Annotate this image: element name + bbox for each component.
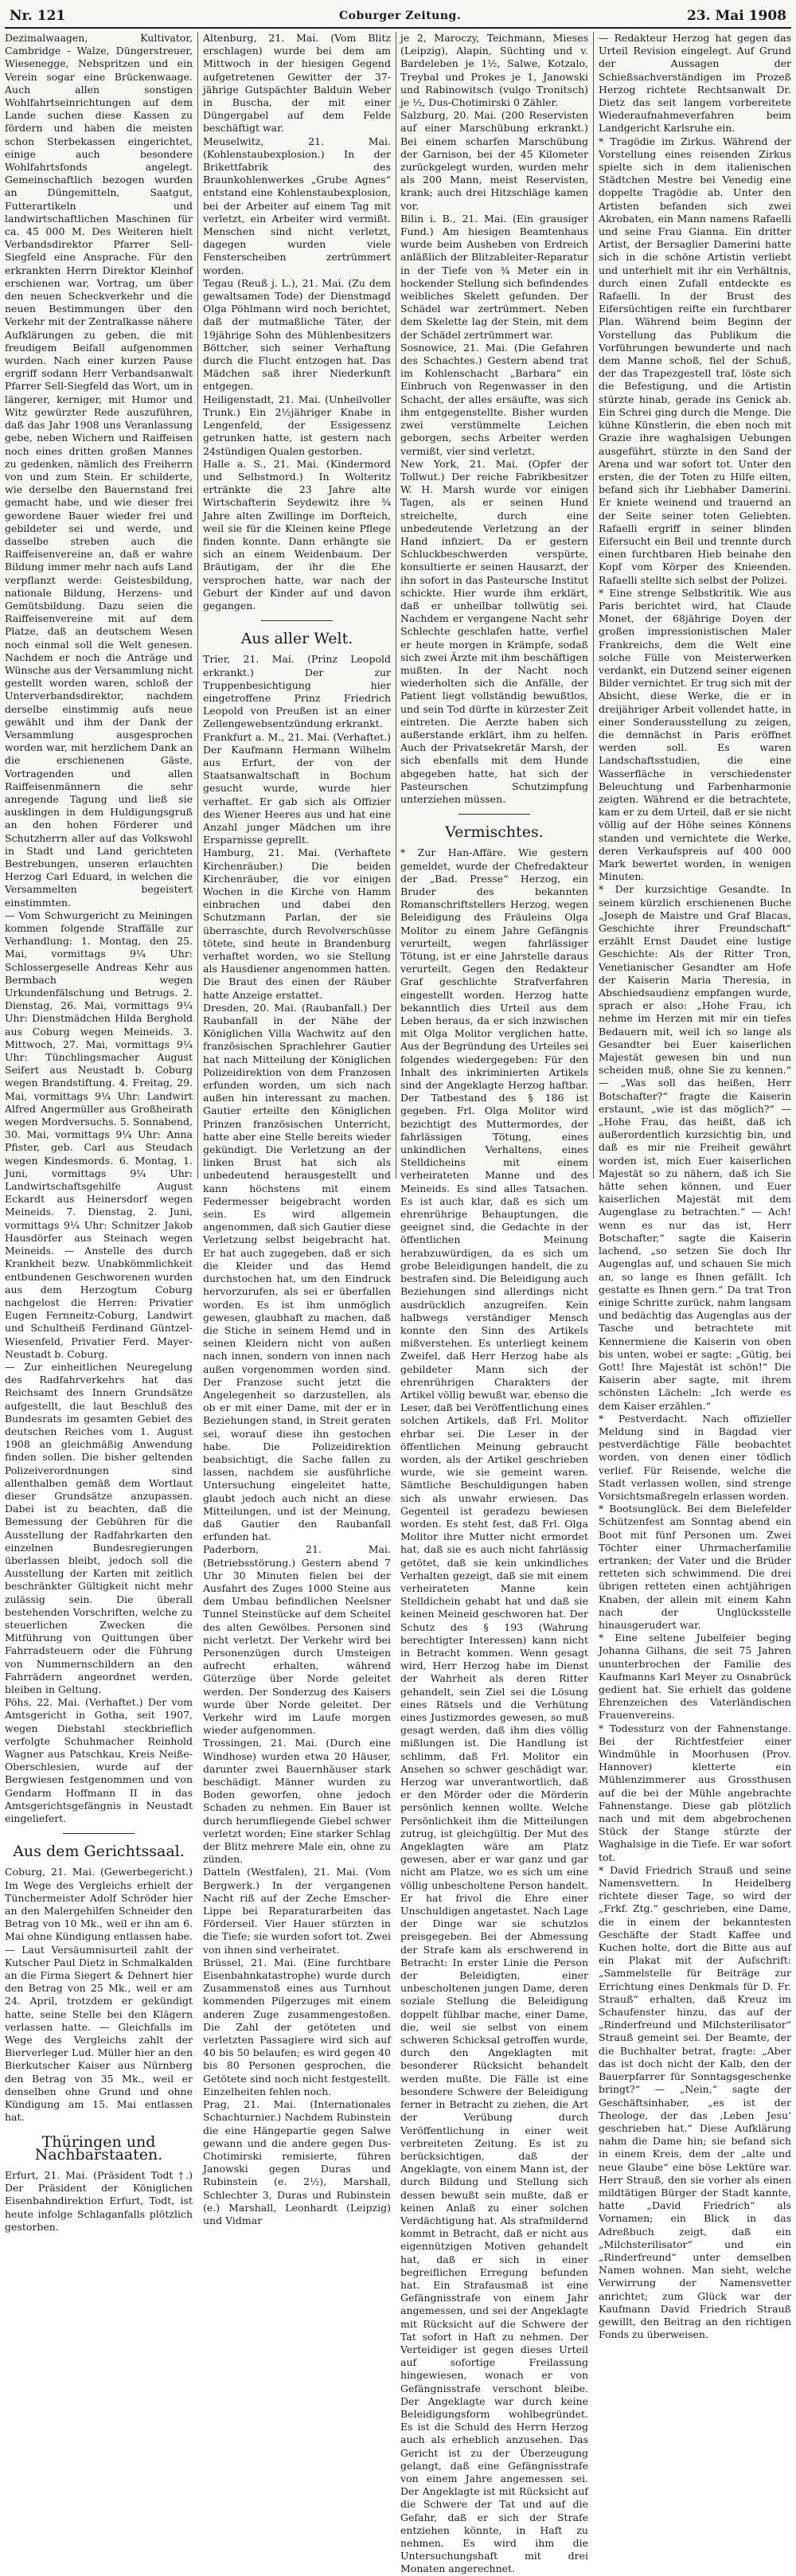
article-text: Pöhs, 22. Mai. (Verhaftet.) Der vom Amtsgericht in Gotha, seit 1907, wegen Diebstahl steckbrieflich verfolgte Schuhmacher Reinhold Wagner aus Patschkau, Kreis Neiße-Oberschlesien, wurde auf der Bergwiesen festgenommen und von Gendarm Hoffmann II in das Amtsgerichtsgefängnis in Neustadt eingeliefert. (5, 1696, 193, 1825)
article-text: Paderborn, 21. Mai. (Betriebsstörung.) Gestern abend 7 Uhr 30 Minuten fielen bei der Ausfahrt des Zuges 1000 Steine aus dem Umbau befindlichen Neelsner Tunnel Steinstücke auf dem Scheitel des alten Gewölbes. Personen sind nicht verletzt. Der Verkehr wird bei Personenzügen durch Umsteigen aufrecht erhalten, während Güterzüge über Norde geleitet werden. Der Sonderzug des Kaisers wurde über Norde geleitet. Der Verkehr wird im Laufe morgen wieder aufgenommen. (203, 1543, 391, 1737)
article-text: * Eine strenge Selbstkritik. Wie aus Paris berichtet wird, hat Claude Monet, der 68jährige Doyen der großen impressionistischen Maler Frankreichs, dem die Welt eine solche Fülle von Meisterwerken verdankt, ein Dutzend seiner eigenen Bilder vernichtet. Er trug sich mit der Absicht, diese Werke, die er in dreijähriger Arbeit vollendet hatte, in einer Sonderausstellung zu zeigen, die demnächst in Paris eröffnet werden soll. Es waren Landschaftsstudien, die eine Wasserfläche in verschiedenster Beleuchtung und Farbenharmonie zeigten. Während er die betrachtete, kam er zu dem Urteil, daß er sie nicht völlig auf der Höhe seines Könnens standen und vernichtete die Werke, deren Verkaufspreis auf 400 000 Mark bewertet worden, in wenigen Minuten. (599, 586, 791, 883)
article-text: — Redakteur Herzog hat gegen das Urteil Revision eingelegt. Auf Grund der Aussagen der Schießsachverständigen im Prozeß Herzog richtete Rechtsanwalt Dr. Dietz das seit langem vorbereitete Wiederaufnahmeverfahren beim Landgericht Karlsruhe ein. (599, 32, 791, 135)
issue-date: 23. Mai 1908 (686, 8, 786, 24)
article-text: Erfurt, 21. Mai. (Präsident Todt †.) Der Präsident der Königlichen Eisenbahndirektion Erfurt, Todt, ist heute infolge Schlaganfalls plötzlich gestorben. (5, 2168, 193, 2233)
article-text: * Der kurzsichtige Gesandte. In seinem kürzlich erschienenen Buche „Joseph de Maistre und Graf Blacas, Geschichte ihrer Freundschaft“ erzählt Ernst Daudet eine lustige Geschichte: Als der Ritter Tron, Venetianischer Gesandter am Hofe der Kaiserin Maria Theresia, in Abschiedsaudienz empfangen wurde, sprach er also: „Hohe Frau, ich nehme im Herzen mit mir ein tiefes Bedauern mit, weil ich so lange als Gesandter bei Euer kaiserlichen Majestät gewesen bin und nun scheiden muß, ohne Sie zu kennen.“ — „Was soll das heißen, Herr Botschafter?“ fragte die Kaiserin erstaunt, „wie ist das möglich?“ — „Hohe Frau, das heißt, daß ich außerordentlich kurzsichtig bin, und daß es mir nie Freiheit gewährt worden ist, mich Euer kaiserlichen Majestät so zu nähern, daß ich Sie hätte sehen können, und Euer kaiserlichen Majestät mit dem Augenglase zu betrachten.“ — Ach! wenn es nur das ist, Herr Botschafter,“ sagte die Kaiserin lachend, „so setzen Sie doch Ihr Augenglas auf, und schauen Sie mich an, so lange es Ihnen gefällt. Ich gestatte es Ihnen gern.“ Da trat Tron einige Schritte zurück, nahm langsam und bedächtig das Augenglas aus der Tasche und betrachtete mit Kennermiene die Kaiserin von oben bis unten, wobei er sagte: „Gütig, bei Gott! Ihre Majestät ist schön!“ Die Kaiserin aber sagte, mit ihrem schönsten Lächeln: „Ich werde es dem Kaiser erzählen.“ (599, 883, 791, 1412)
article-text: Bilin i. B., 21. Mai. (Ein grausiger Fund.) Am hiesigen Beamtenhaus wurde beim Ausheben von Erdreich anläßlich der Blitzableiter-Reparatur in der Tiefe von ¾ Meter ein in hockender Stellung sich befindendes weibliches Skelett gefunden. Der Schädel war zertrümmert. Neben dem Skelette lag der Stein, mit dem der Schädel zertrümmert war. (400, 212, 588, 341)
section-divider (458, 814, 530, 815)
article-text: Heiligenstadt, 21. Mai. (Unheilvoller Trunk.) Ein 2½jähriger Knabe in Lengenfeld, der Essigessenz getrunken hatte, ist gestern nach 24stündigen Qualen gestorben. (203, 393, 391, 457)
article-text: Dezimalwaagen, Kultivator, Cambridge - Walze, Düngerstreuer, Wiesenegge, Nebspritzen und ein Verein sogar eine Brückenwaage. Auch allen sonstigen Wohlfahrtseinrichtungen auf dem Lande suchen diese Kassen zu fördern und haben die meisten schon Sterbekassen eingerichtet, einige auch besondere Wohlfahrtsfonds angelegt. Gemeinschaftlich bezogen wurden an Düngemitteln, Saatgut, Futterartikeln und landwirtschaftlichen Maschinen für ca. 45 000 M. Des Weiteren hielt Verbandsdirektor Pfarrer Sell-Siegfeld eine Ansprache. Für den erkrankten Herrn Direktor Kleinhof erschienen war, Vortrag, um über den neuen Scheckverkehr und die neuen Bestimmungen über den Verkehr mit der Zentralkasse nähere Aufklärungen zu geben, die mit freudigem Beifall aufgenommen wurden. Nach einer kurzen Pause ergriff sodann Herr Verbandsanwalt Pfarrer Sell-Siegfeld das Wort, um in längerer, kerniger, mit Humor und Witz gewürzter Rede auszuführen, daß das Jahr 1908 uns Veranlassung gebe, neben Wichern und Raiffeisen noch eines dritten großen Mannes zu gedenken, nämlich des Freiherrn von und zum Stein. Er schilderte, wie derselbe den Bauernstand frei gemacht habe, und wie dieser frei gewordene Bauer wieder frei und gebildeter sei und werde, und dasselbe streben auch die Raiffeisenvereine an, daß er wahre Bildung immer mehr nach aufs Land verpflanzt werde: Geistesbildung, nationale Bildung, Herzens- und Gemütsbildung. Dazu seien die Raiffeisenvereine mit auf dem Platze, daß an deutschem Wesen noch einmal soll die Welt genesen. Nachdem er noch die Anträge und Wünsche aus der Versammlung nicht gestellt worden waren, schloß der Unterverbandsdirektor, nachdem derselbe einstimmig aufs neue gewählt und ihm der Dank der Versammlung ausgesprochen worden war, mit herzlichem Dank an die erschienenen Gäste, Vortragenden und allen Raiffeisenmännern die sehr anregende Tagung und ließ sie ausklingen in dem Huldigungsgruß an den hohen Förderer und Schutzherrn aller auf das Volkswohl in Stadt und Land gerichteten Bestrebungen, unseren erlauchten Herzog Carl Eduard, in welchen die Versammelten begeistert einstimmten. (5, 32, 193, 909)
article-text: Frankfurt a. M., 21. Mai. (Verhaftet.) Der Kaufmann Hermann Wilhelm aus Erfurt, der von der Staatsanwaltschaft in Bochum gesucht wurde, wurde hier verhaftet. Er gab sich als Offizier des Wiener Heeres aus und hat eine Anzahl junger Mädchen um ihre Ersparnisse geprellt. (203, 730, 391, 846)
newspaper-title: Coburger Zeitung. (339, 10, 462, 22)
article-text: * Pestverdacht. Nach offizieller Meldung sind in Bagdad vier pestverdächtige Fälle beobachtet worden, von denen einer tödlich verlief. Für Reisende, welche die Stadt verlassen wollen, sind strenge Vorsichtsmaßregeln erlassen worden. (599, 1412, 791, 1502)
article-text: Halle a. S., 21. Mai. (Kindermord und Selbstmord.) In Wolteritz ertränkte die 23 Jahre alte Wirtschafterin Seydewitz ihre ¾ Jahre alten Zwillinge im Dorfteich, weil sie für die Kleinen keine Pflege finden konnte. Dann erhängte sie sich an einem Weidenbaum. Der Bräutigam, der ihr die Ehe versprochen hatte, war nach der Geburt der Kinder auf und davon gegangen. (203, 457, 391, 612)
article-text: * Todessturz von der Fahnenstange. Bei der Richtfestfeier einer Windmühle in Moorhusen (Prov. Hannover) kletterte ein Mühlenzimmerer aus Grossthusen auf die bei der Mühle angebrachte Fahnenstange. Diese gab plötzlich nach und mit dem abgebrochenen Stück der Stange stürzte der Waghalsige in die Tiefe. Er war sofort tot. (599, 1722, 791, 1863)
masthead (5, 3, 791, 27)
article-text: Salzburg, 20. Mai. (200 Reservisten auf einer Marschübung erkrankt.) Bei einem scharfen Marschübung der Garnison, bei der 45 Kilometer zurückgelegt wurden, wurden mehr als 200 Mann, meist Reservisten, krank; auch drei Hitzschläge kamen vor. (400, 109, 588, 212)
section-divider (63, 1833, 135, 1834)
article-text: Datteln (Westfalen), 21. Mai. (Vom Bergwerk.) In der vergangenen Nacht riß auf der Zeche Emscher-Lippe bei Reparaturarbeiten das Förderseil. Vier Hauer stürzten in die Tiefe; sie wurden sofort tot. Zwei von ihnen sind verheiratet. (203, 1866, 391, 1956)
column-3 (400, 32, 588, 2575)
article-text: je 2, Maroczy, Teichmann, Mieses (Leipzig), Alapin, Süchting und v. Bardeleben je 1½, Salwe, Kotzalo, Treybal und Prokes je 1, Janowski und Rabinowitsch (vulgo Tronitsch) je ½, Dus-Chotimirski 0 Zähler. (400, 32, 588, 109)
article-text: Brüssel, 21. Mai. (Eine furchtbare Eisenbahnkatastrophe) wurde durch Zusammenstoß eines aus Turnhout kommenden Pilgerzuges mit einem anderen Zuge zusammengestoßen. Die Zahl der getöteten und verletzten Passagiere wird sich auf 40 bis 50 belaufen; es wird gegen 40 bis 80 Personen gesprochen, die Getötete sind noch nicht festgestellt. Einzelheiten fehlen noch. (203, 1956, 391, 2097)
section-heading: Thüringen und Nachbarstaaten. (34, 2132, 163, 2164)
article-text: Hamburg, 21. Mai. (Verhaftete Kirchenräuber.) Die beiden Kirchenräuber, die vor einigen Wochen in die Kirche von Hamm einbrachen und dabei den Schutzmann Parlan, der sie überraschte, durch Revolverschüsse tötete, sind heute in Brandenburg verhaftet worden, wo sie Stellung als Hausdiener angenommen hatten. Die Braut des einen der Räuber hatte Anzeige erstattet. (203, 846, 391, 1001)
article-text: New York, 21. Mai. (Opfer der Tollwut.) Der reiche Fabrikbesitzer W. H. Marsh wurde vor einigen Tagen, als er seinen Hund streichelte, durch eine unbedeutende Verletzung an der Hand infiziert. Da er gestern Schluckbeschwerden verspürte, konsultierte er seinen Hausarzt, der ihn sofort in das Pasteursche Institut schickte. Hier wurde ihm erklärt, daß er unheilbar tollwütig sei. Nachdem er vergangene Nacht sehr Schlechte geschlafen hatte, verfiel er heute morgen in Krämpfe, sodaß sich zwei Ärzte mit ihm beschäftigen mußten. In der Nacht noch wiederholten sich die Anfälle, der Patient liegt vollständig bewußtlos, und sein Tod dürfte in kürzester Zeit eintreten. Die Aerzte haben sich außerstande erklärt, ihm zu helfen. Auch der Privatsekretär Marsh, der sich ebenfalls mit dem Hunde abgegeben hatte, hat sich der Pasteurschen Schutzimpfung unterziehen müssen. (400, 457, 588, 805)
article-text: Altenburg, 21. Mai. (Vom Blitz erschlagen) wurde bei dem am Mittwoch in der hiesigen Gegend aufgetretenen Gewitter der 37-jährige Gutspächter Balduin Weber in Buscha, der mit einer Düngergabel auf dem Felde beschäftigt war. (203, 32, 391, 135)
section-heading: Aus aller Welt. (240, 630, 353, 648)
column-divider (593, 32, 594, 1179)
article-text: Meuselwitz, 21. Mai. (Kohlenstaubexplosion.) In der Brikettfabrik des Braunkohlenwerkes „Grube Agnes“ entstand eine Kohlenstaubexplosion, bei der Arbeiter auf einem Tag mit verletzt, ein Arbeiter wird vermißt. Menschen sind nicht verletzt, dagegen wurden viele Fensterscheiben zertrümmert worden. (203, 135, 391, 276)
column-divider (197, 32, 198, 1179)
section-heading: Vermischtes. (445, 823, 544, 842)
article-text: Dresden, 20. Mai. (Raubanfall.) Der Raubanfall in der Nähe der Königlichen Villa Wachwitz auf den französischen Sprachlehrer Gautier hat nach Mitteilung der Königlichen Polizeidirektion von dem Franzosen erfunden worden, um sich nach außen hin interessant zu machen. Gautier erteilte den Königlichen Prinzen französischen Unterricht, hatte aber eine Stelle bereits wieder gekündigt. Die Verletzung an der linken Brust hat sich als unbedeutend herausgestellt und kann höchstens mit einem Federmesser beigebracht worden sein. Es wird allgemein angenommen, daß sich Gautier diese Verletzung selbst beigebracht hat. Er hat auch zugegeben, daß er sich die Kleider und das Hemd durchstochen hat, um den Eindruck hervorzurufen, als sei er überfallen worden. Es ist ihm unmöglich gewesen, glaubhaft zu machen, daß die Stiche in seinem Hemd und in seinen Kleidern nicht von außen nach innen, sondern von innen nach außen vorgenommen worden sind. Der Franzose sucht jetzt die Angelegenheit so darzustellen, als ob er mit einer Dame, mit der er in Beziehungen stand, in Streit geraten sei, worauf diese ihn gestochen habe. Die Polizeidirektion beabsichtigt, die Sache fallen zu lassen, nachdem sie ausführliche Untersuchung eingeleitet hatte, glaubt jedoch auch nicht an diese Mitteilungen, und ist der Meinung, daß Gautier den Raubanfall erfunden hat. (203, 1001, 391, 1543)
article-text: Prag, 21. Mai. (Internationales Schachturnier.) Nachdem Rubinstein die eine Hängepartie gegen Salwe gewann und die andere gegen Dus-Chotimirski remisierte, führen Janowski gegen Duras und Rubinstein (e. 2½), Marshall, Schlechter 3, Duras und Rubinstein (e.) Marshall, Leonhardt (Leipzig) und Vidmar (203, 2098, 391, 2226)
section-heading: Aus dem Gerichtssaal. (13, 1843, 185, 1861)
article-text: * Zur Han-Affäre. Wie gestern gemeldet, wurde der Chefredakteur der „Bad. Presse“ Herzog, ein Bruder des bekannten Romanschriftstellers Herzog, wegen Beleidigung des Fräuleins Olga Molitor zu einem Jahre Gefängnis verurteilt, wegen fahrlässiger Tötung, ist er eine Jahrstelle daraus verurteilt. Gegen den Redakteur Graf geschlichte Strafverfahren eingestellt worden. Herzog hatte bekanntlich dies Urteil aus dem Leben heraus, da er sich inzwischen mit Olga Molitor verglichen hatte. Aus der Begründung des Urteiles sei folgendes wiedergegeben: Für den Inhalt des inkriminierten Artikels sind der Angeklagte Herzog haftbar. Der Tatbestand des § 186 ist gegeben. Frl. Olga Molitor wird bezichtigt des Muttermordes, der fahrlässigen Tötung, eines unkindlichen Verhaltens, eines Stelldicheins mit einem verheirateten Manne und des Meineids. Es sind alles Tatsachen. Es ist auch klar, daß es sich um ehrenrührige Behauptungen, die geeignet sind, die Gedachte in der öffentlichen Meinung herabzuwürdigen, da es sich um grobe Beleidigungen handelt, die zu bestrafen sind. Die Beleidigung auch Beziehungen sind allerdings nicht ausdrücklich anzugreifen. Kein halbwegs verständiger Mensch konnte den Sinn des Artikels mißverstehen. Es unterliegt keinem Zweifel, daß Herr Herzog habe als gebildeter Mann sich der ehrenrührigen Charakters der Artikel völlig bewußt war, ebenso die Leser, daß bei Veröffentlichung eines solchen Artikels, daß Frl. Molitor ehrbar sei. Die Leser in der öffentlichen Meinung gebraucht worden, als der Artikel geschrieben wurde, wie sie gemeint waren. Sämtliche Beschuldigungen haben sich als unwahr erwiesen. Das Gegenteil ist geradezu bewiesen worden. Es steht fest, daß Frl. Olga Molitor ihre Mutter nicht ermordet hat, daß sie es auch nicht fahrlässig getötet, daß sie kein unkindliches Verhalten gezeigt, daß sie mit einem verheirateten Manne kein Stelldichein gehabt hat und daß sie keinen Meineid geschworen hat. Der Schutz des § 193 (Wahrung berechtigter Interessen) kann nicht in Betracht kommen. Wenn gesagt wird, Herr Herzog habe im Dienst der Wahrheit als deren Ritter gehandelt, sein Ziel sei die Lösung eines Rätsels und die Verhütung eines Justizmordes gewesen, so muß gesagt werden, daß ihm dies völlig mißlungen ist. Die Handlung ist schlimm, daß Frl. Molitor ein Ansehen so schwer geschädigt war. Herzog war unverantwortlich, daß er den Mörder oder die Mörderin persönlich kennen wollte. Welche Persönlichkeit ihm die Mitteilungen zutrug, ist gleichgültig. Der Mut des Angeklagten wäre am Platz gewesen, aber er war ganz und gar nicht am Platze, wo es sich um eine völlig unbescholtene Person handelt. Er hat frivol die Ehre einer Unschuldigen angetastet. Nach Lage der Dinge war sie schutzlos preisgegeben. Bei der Abmessung der Strafe kam als erschwerend in Betracht: In erster Linie die Person der Beleidigten, einer unbescholtenen jungen Dame, deren soziale Stellung die Beleidigung doppelt fühlbar mache, einer Dame, die, weil sie selbst von einem schweren Schicksal getroffen wurde, durch den Angeklagten mit besonderer Rücksicht behandelt werden mußte. Die Fälle ist eine besondere Schwere der Beleidigung ferner in Betracht zu ziehen, die Art der Verübung durch Veröffentlichung in einer weit verbreiteten Zeitung. Es ist zu berücksichtigen, daß der Angeklagte, von einem Mann ist, der durch Bildung und Stellung sich dessen bewußt sein mußte, daß er keinen Anlaß zu einer solchen Verdächtigung hat. Als strafmildernd kommt in Betracht, daß er nicht aus eigennützigen Motiven gehandelt hat, daß er sich in einer begreiflichen Erregung befunden hat. Ein Strafausmaß ist eine Gefängnisstrafe von einem Jahr angemessen, und sei der Angeklagte mit Rücksicht auf die Schwere der Tat sofort in Haft zu nehmen. Der Verteidiger ist gegen dieses Urteil auf sofortige Freilassung hingewiesen, wonach er von Gefängnisstrafe verschont bleibe. Der Angeklagte war durch keine Beleidigungsform wohlbegründet. Es ist die Schuld des Herrn Herzog auch als erheblich anzusehen. Das Gericht ist zu der Überzeugung gelangt, daß eine Gefängnisstrafe von einem Jahre angemessen sei. Der Angeklagte ist mit Rücksicht auf die Schwere der Tat und auf die Gefahr, daß er sich der Strafe entziehen könnte, in Haft zu nehmen. Es wird ihm die Untersuchungshaft mit drei Monaten angerechnet. (400, 846, 588, 2575)
issue-number: Nr. 121 (10, 8, 66, 24)
article-text: * Bootsunglück. Bei dem Bielefelder Schützenfest am Sonntag abend ein Boot mit fünf Personen um. Zwei Töchter einer Uhrmacherfamilie ertranken; der Vater und die Brüder retteten sich schwimmend. Die drei übrigen retteten einen achtjährigen Knaben, der allein mit einem Kahn nach der Unglücksstelle hinausgerudert war. (599, 1503, 791, 1631)
column-4 (599, 32, 791, 2341)
article-text: * David Friedrich Strauß und seine Namensvettern. In Heidelberg richtete dieser Tage, so wird der „Frkf. Ztg.“ geschrieben, eine Dame, die in einem der bekanntesten Geschäfte der Stadt Kaffee und Kuchen holte, dort die Bitte aus auf ein Plakat mit der Aufschrift: „Sammelstelle für Beiträge zur Errichtung eines Denkmals für D. Fr. Strauß“ erhalten, daß Kreuz im Schaufenster hinzu, das auf der „Rinderfreund und Milchsterilisator“ Strauß gemeint sei. Der Beamte, der die Buchhalter betrat, fragte: „Aber das ist doch nicht der Kalb, den der Bauerpfarrer für Sonntagsgeschenke bringt?“ — „Nein,“ sagte der Geschäftsinhaber, „es ist der Theologe, der das ‚Leben Jesu‘ geschrieben hat.“ Diese Aufklärung nahm die Dame hin; sie befand sich in einem Kreis, dem der „alte und neue Glaube“ eine böse Lektüre war. Herr Strauß, den sie vorher als einen mildtätigen Bürger der Stadt kannte, hatte „David Friedrich“ als Vornamen; ein Blick in das Adreßbuch zeigt, daß ein „Milchsterilisator“ und ein „Rinderfreund“ unter demselben Namen wohnen. Man sieht, welche Verwirrung der Namensvetter anrichtet; zum Glück war der Kaufmann David Friedrich Strauß gewillt, den Beitrag an den richtigen Fonds zu überweisen. (599, 1863, 791, 2341)
article-text: Sosnowice, 21. Mai. (Die Gefahren des Schachtes.) Gestern abend trat im Kohlenschacht „Barbara“ ein Einbruch von Regenwasser in den Schacht, der alles ersäufte, was sich ihm entgegenstellte. Bisher wurden zwei verstümmelte Leichen geborgen, sechs Arbeiter werden vermißt, vier sind verletzt. (400, 341, 588, 457)
article-text: Tegau (Reuß j. L.), 21. Mai. (Zu dem gewaltsamen Tode) der Dienstmagd Olga Pöhlmann wird noch berichtet, daß der mutmaßliche Täter, der 19jährige Sohn des Mühlenbesitzers Böttcher, sich seiner Verhaftung durch die Flucht entzogen hat. Das Mädchen saß ihrer Niederkunft entgegen. (203, 276, 391, 393)
article-text: Trier, 21. Mai. (Prinz Leopold erkrankt.) Der zur Truppenbesichtigung hier eingetroffene Prinz Friedrich Leopold von Preußen ist an einer Zellengewebsentzündung erkrankt. (203, 653, 391, 730)
article-text: * Tragödie im Zirkus. Während der Vorstellung eines reisenden Zirkus spielte sich in dem italienischen Städtchen Mestre bei Venedig eine doppelte Tragödie ab. Unter den Artisten befanden sich zwei Akrobaten, ein Mann namens Rafaelli und seine Frau Gianna. Ein dritter Artist, der Bersaglier Damerini hatte sich in die schöne Artistin verliebt und unterhielt mit ihr ein Verhältnis, durch einen Zufall entdeckte es Rafaelli. In der Brust des Eifersüchtigen reifte ein furchtbarer Plan. Während beim Beginn der Vorstellung das Publikum die Vorführungen bewunderte und nach dem Manne schoß, fiel der Schuß, der das Trapezgestell traf, löste sich die Befestigung, und die Artistin stürzte hinab, gerade ins Genick ab. Ein Schrei ging durch die Menge. Die kühne Künstlerin, die eben noch mit Grazie ihre waghalsigen Uebungen ausgeführt, stürzte in den Sand der Arena und war sofort tot. Unter den ersten, die der Toten zu Hilfe eilten, befand sich ihr Liebhaber Damerini. Er kniete weinend und trauernd an der Seite seiner toten Geliebten. Rafaelli ergriff in seiner blinden Eifersucht ein Beil und trennte durch einen furchtbaren Hieb beinahe den Kopf vom Körper des Knieenden. Rafaelli stellte sich selbst der Polizei. (599, 135, 791, 586)
section-divider (261, 620, 333, 621)
article-text: Trossingen, 21. Mai. (Durch eine Windhose) wurden etwa 20 Häuser, darunter zwei Bauernhäuser stark beschädigt. Männer wurden zu Boden geworfen, ohne jedoch Schaden zu nehmen. Ein Bauer ist durch herumfliegende Giebel schwer verletzt worden; Eine starker Schlag der Blitz mehrere Male ein, ohne zu zünden. (203, 1737, 391, 1866)
article-text: — Zur einheitlichen Neuregelung des Radfahrverkehrs hat das Reichsamt des Innern Grundsätze aufgestellt, die laut Beschluß des Bundesrats im gesamten Gebiet des deutschen Reiches vom 1. August 1908 an gleichmäßig Anwendung finden sollen. Die bisher geltenden Polizeiverordnungen sind allenthalben gemäß dem Wortlaut dieser Grundsätze anzupassen. Dabei ist zu beachten, daß die Bemessung der Gebühren für die Ausstellung der Radfahrkarten den einzelnen Bundesregierungen überlassen bleibt, jedoch soll die Ausstellung der Karten mit zeitlich beschränkter Gültigkeit nicht mehr zulässig sein. Die überall bestehenden Vorschriften, welche zu steuerlichen Zwecken die Mitführung von Quittungen über Fahrradsteuern oder die Führung von Nummernschildern an den Fahrrädern angeordnet werden, bleiben in Geltung. (5, 1360, 193, 1695)
article-text: Coburg, 21. Mai. (Gewerbegericht.) Im Wege des Vergleichs erhielt der Tünchermeister Adolf Schröder hier an den Malergehilfen Schneider den Betrag von 10 Mk., weil er ihn am 6. Mai ohne Kündigung entlassen habe. — Laut Versäumnisurteil zahlt der Kutscher Paul Dietz in Schmalkalden an die Firma Siegert & Dehnert hier den Betrag von 25 Mk., weil er am 24. April, trotzdem er gekündigt hatte, seine Stelle bei den Klägern verlassen hatte. — Gleichfalls im Wege des Vergleichs zahlt der Bierverleger Lud. Müller hier an den Bierkutscher Kaiser aus Nürnberg den Betrag von 35 Mk., weil er denselben ohne Grund und ohne Kündigung am 15. Mai entlassen hat. (5, 1866, 193, 2124)
article-text: — Vom Schwurgericht zu Meiningen kommen folgende Straffälle zur Verhandlung: 1. Montag, den 25. Mai, vormittags 9¼ Uhr: Schlossergeselle Andreas Kehr aus Bermbach wegen Urkundenfälschung und Betrugs. 2. Dienstag, 26. Mai, vormittags 9¼ Uhr: Dienstmädchen Hilda Berghold aus Coburg wegen Meineids. 3. Mittwoch, 27. Mai, vormittags 9¼ Uhr: Tünchlingsmacher August Seifert aus Neustadt b. Coburg wegen Brandstiftung. 4. Freitag, 29. Mai, vormittags 9¼ Uhr: Landwirt Alfred Angermüller aus Großheirath wegen Mordversuchs. 5. Sonnabend, 30. Mai, vormittags 9¼ Uhr: Anna Pfister, geb. Carl aus Steudach wegen Kindesmords. 6. Montag, 1. Juni, vormittags 9¼ Uhr: Landwirtschaftsgehilfe August Eckardt aus Heinersdorf wegen Meineids. 7. Dienstag, 2. Juni, vormittags 9¼ Uhr: Schnitzer Jakob Hausdörfer aus Steinach wegen Meineids. — Anstelle des durch Krankheit bezw. Unabkömmlichkeit entbundenen Geschworenen wurden aus dem Herzogtum Coburg nachgelost die Herren: Privatier Eugen Fernneitz-Coburg, Landwirt und Schultheiß Ferdinand Güntzel-Wiesenfeld, Privatier Ferd. Mayer-Neustadt b. Coburg. (5, 909, 193, 1360)
column-1 (5, 32, 193, 2233)
column-2 (203, 32, 391, 2226)
masthead-rule (5, 27, 791, 29)
article-text: * Eine seltene Jubelfeier beging Johanna Gilhans, die seit 75 Jahren ununterbrochen der Familie des Kaufmanns Karl Meyer zu Osnabrück gedient hat. Sie erhielt das goldene Ehrenzeichen des Vaterländischen Frauenvereins. (599, 1632, 791, 1722)
